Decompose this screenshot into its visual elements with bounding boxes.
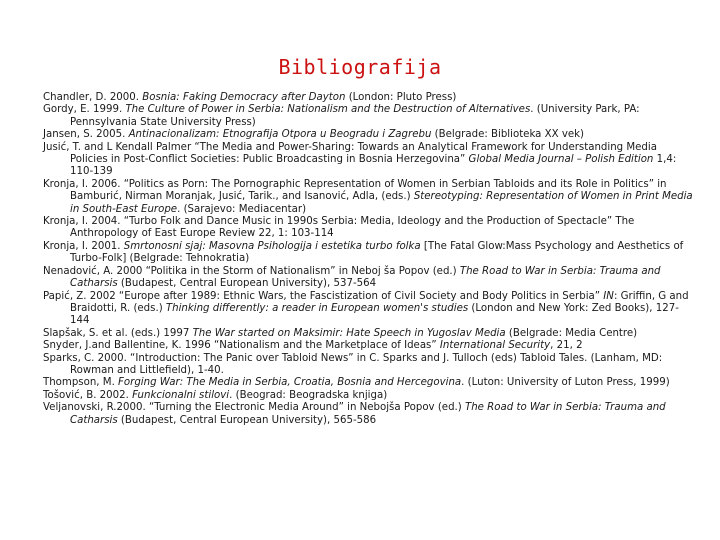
reference-text: . (Sarajevo: Mediacentar) [177,203,307,215]
reference-text: , 21, 2 [550,340,583,352]
reference-text: Slapšak, S. et al. (eds.) 1997 [43,327,193,339]
reference-title: The War started on Maksimir: Hate Speech in Yugoslav Media [192,327,506,339]
reference-text: Kronja, I. 2004. “Turbo Folk and Dance Music in 1990s Serbia: Media, Ideology and the Production of Spectacle” The Anthropology of East Europe Review 22, 1: 103-114 [43,216,635,240]
reference-text: Chandler, D. 2000. [43,92,143,103]
reference-text: . (University Park, PA: Pennsylvania State University Press) [70,104,640,128]
reference-title: International Security [439,340,551,352]
reference-entry [43,402,693,427]
reference-entry [43,328,693,340]
reference-text: 1,4: 110-139 [70,154,677,178]
reference-entry [43,377,693,389]
reference-title: Funkcionalni stilovi [132,389,230,401]
reference-entry [43,104,693,129]
reference-entry [43,92,693,104]
reference-title: Stereotyping: Representation of Women in Print Media in South-East Europe [70,191,693,215]
reference-entry [43,241,693,266]
reference-title: Thinking differently: a reader in European women's studies [165,302,469,314]
reference-text: (Budapest, Central European University), 565-586 [117,414,377,426]
reference-text: . (Beograd: Beogradska knjiga) [229,389,388,401]
reference-text: . (Luton: University of Luton Press, 1999) [461,377,670,389]
reference-text: Tošović, B. 2002. [43,389,133,401]
reference-text: [The Fatal Glow:Mass Psychology and Aesthetics of Turbo-Folk] (Belgrade: Tehnokratia) [70,240,684,265]
reference-text: Jusić, T. and L Kendall Palmer “The Media and Power-Sharing: Towards an Analytical Framework for Understanding Media Policies in Post-Conflict Societies: Public Broadcasting in Bosnia Herzegovina” [43,141,657,166]
reference-entry [43,291,693,328]
reference-title: IN [603,290,614,302]
reference-text: : Griffin, G and Braidotti, R. (eds.) [70,290,689,314]
reference-text: (Belgrade: Media Centre) [505,327,638,339]
reference-text: Nenadović, A. 2000 “Politika in the Storm of Nationalism” in Neboj ša Popov (ed.) [43,265,460,277]
reference-text: (London and New York: Zed Books), 127-144 [70,302,679,327]
reference-text: (London: Pluto Press) [345,92,457,103]
reference-text: Thompson, M. [43,377,119,389]
reference-text: Snyder, J.and Ballentine, K. 1996 “Nationalism and the Marketplace of Ideas” [43,340,440,352]
reference-title: Antinacionalizam: Etnografija Otpora u Beogradu i Zagrebu [128,129,432,141]
reference-text: Papić, Z. 2002 “Europe after 1989: Ethnic Wars, the Fascistization of Civil Society and Body Politics in Serbia” [43,290,604,302]
reference-title: Global Media Journal – Polish Edition [468,154,654,166]
reference-entry [43,129,693,141]
reference-title: Bosnia: Faking Democracy after Dayton [142,92,346,103]
reference-text: Kronja, I. 2006. “Politics as Porn: The Pornographic Representation of Women in Serbian Tabloids and its Role in Politics” in Bamburić, Nirman Moranjak, Jusić, Tarik., and Isanović, Adla, (eds.) [43,178,667,203]
reference-list [43,92,693,427]
reference-entry [43,142,693,179]
reference-title: The Culture of Power in Serbia: Nationalism and the Destruction of Alternatives [125,104,531,116]
page-title: Bibliografija [278,55,442,79]
reference-text: Kronja, I. 2001. [43,240,124,252]
reference-text: (Belgrade: Biblioteka XX vek) [431,129,585,141]
reference-entry [43,353,693,378]
reference-text: Veljanovski, R.2000. “Turning the Electronic Media Around” in Nebojša Popov (ed.) [43,402,465,414]
reference-entry [43,340,693,352]
reference-title: Smrtonosni sjaj: Masovna Psihologija i estetika turbo folka [123,240,421,252]
reference-text: Gordy, E. 1999. [43,104,126,116]
reference-text: Sparks, C. 2000. “Introduction: The Panic over Tabloid News” in C. Sparks and J. Tulloch (eds) Tabloid Tales. (Lanham, MD: Rowman and Littlefield), 1-40. [43,352,663,376]
reference-entry [43,266,693,291]
reference-entry [43,216,693,241]
reference-title: The Road to War in Serbia: Trauma and Catharsis [70,402,666,426]
reference-entry [43,179,693,216]
reference-text: (Budapest, Central European University), 537-564 [117,278,377,290]
reference-title: The Road to War in Serbia: Trauma and Catharsis [70,265,661,290]
reference-title: Forging War: The Media in Serbia, Croatia, Bosnia and Hercegovina [118,377,462,389]
reference-text: Jansen, S. 2005. [43,129,129,141]
reference-entry [43,390,693,402]
